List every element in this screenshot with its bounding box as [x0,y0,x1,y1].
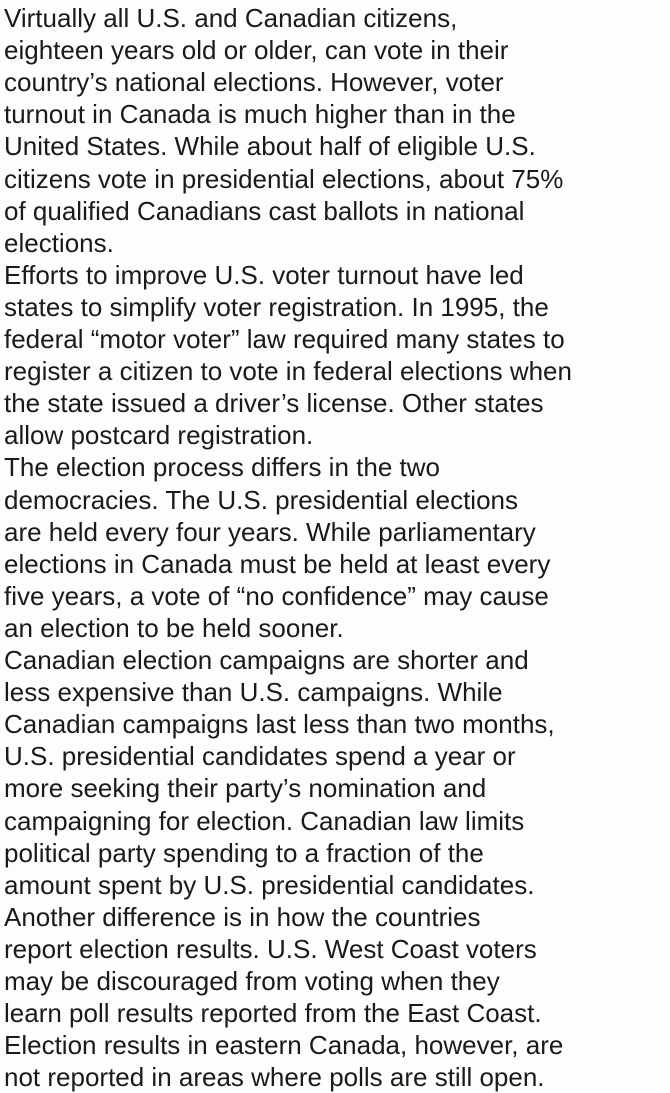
text-line: turnout in Canada is much higher than in the [4,99,516,130]
text-line: The election process differs in the two [4,452,440,483]
text-line: democracies. The U.S. presidential elections [4,484,518,515]
text-line: political party spending to a fraction of the [4,837,484,868]
text-line: an election to be held sooner. [4,612,344,643]
text-line: more seeking their party’s nomination and [4,773,487,804]
text-line: Virtually all U.S. and Canadian citizens, [4,3,458,33]
text-line: elections in Canada must be held at least every [4,548,551,579]
text-line: Efforts to improve U.S. voter turnout have led [4,259,524,290]
text-line: the state issued a driver’s license. Other states [4,388,544,419]
text-line: citizens vote in presidential elections, about 75% [4,163,564,194]
text-line: elections. [4,227,114,258]
text-line: Canadian election campaigns are shorter and [4,645,529,675]
text-line: Another difference is in how the countries [4,901,481,932]
text-line: register a citizen to vote in federal elections when [4,356,572,387]
text-line: are held every four years. While parliamentary [4,516,536,547]
text-line: federal “motor voter” law required many states to [4,324,565,354]
text-line: Election results in eastern Canada, however, are [4,1030,564,1061]
text-line: U.S. presidential candidates spend a year or [4,741,516,772]
text-line: Canadian campaigns last less than two months, [4,709,555,740]
text-line: learn poll results reported from the East Coast. [4,998,542,1029]
text-line: report election results. U.S. West Coast voters [4,933,537,964]
text-line: may be discouraged from voting when they [4,966,500,996]
text-line: eighteen years old or older, can vote in their [4,35,509,66]
text-line: United States. While about half of eligible U.S. [4,131,536,162]
text-line: country’s national elections. However, voter [4,67,504,98]
text-line: allow postcard registration. [4,420,314,451]
text-line: of qualified Canadians cast ballots in national [4,195,525,226]
text-line: less expensive than U.S. campaigns. While [4,677,503,708]
text-line: five years, a vote of “no confidence” may cause [4,580,549,611]
text-line: not reported in areas where polls are still open. [4,1062,545,1093]
text-line: campaigning for election. Canadian law limits [4,805,525,836]
text-line: amount spent by U.S. presidential candidates. [4,869,535,900]
text-line: states to simplify voter registration. In 1995, the [4,291,549,322]
